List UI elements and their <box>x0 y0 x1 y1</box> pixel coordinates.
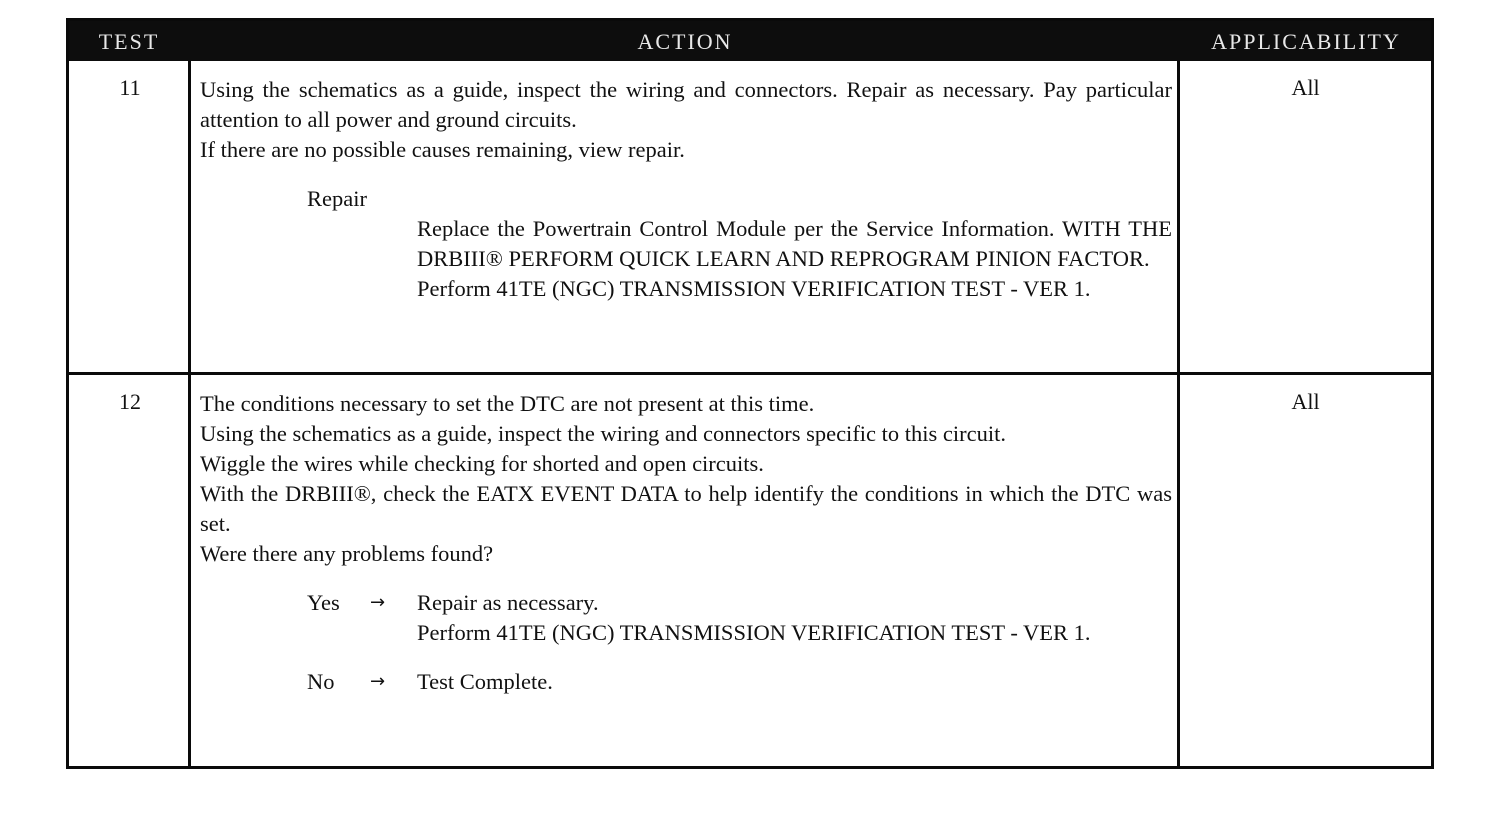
table-row <box>69 61 1431 372</box>
action-text: Using the schematics as a guide, inspect the wiring and connectors specific to this circuit. <box>200 421 1007 446</box>
header-test: TEST <box>98 29 160 54</box>
header-applicability: APPLICABILITY <box>1211 29 1401 54</box>
response-text: Repair as necessary. <box>417 590 599 615</box>
response-label: Yes <box>307 590 340 615</box>
response-instructions <box>417 214 1172 304</box>
applicability-value: All <box>1291 389 1320 414</box>
applicability-value: All <box>1291 75 1320 100</box>
response-label: Repair <box>307 186 367 211</box>
diagnostic-test-table <box>66 18 1434 769</box>
arrow-icon: → <box>370 671 386 692</box>
arrow-icon: → <box>370 592 386 613</box>
action-text: If there are no possible causes remaining, view repair. <box>200 137 685 162</box>
action-text: Were there any problems found? <box>200 541 494 566</box>
response-text: Test Complete. <box>417 669 553 694</box>
action-cell <box>200 75 1172 304</box>
test-number: 11 <box>119 75 141 100</box>
header-action: ACTION <box>637 29 733 54</box>
response-text: Perform 41TE (NGC) TRANSMISSION VERIFICATION TEST - VER 1. <box>417 620 1091 645</box>
action-cell <box>200 389 1172 697</box>
table-row <box>69 375 1431 769</box>
response-repair <box>200 184 1172 214</box>
response-yes <box>200 588 1172 618</box>
table-header <box>69 21 1431 61</box>
response-no <box>200 667 1172 697</box>
response-text: Perform 41TE (NGC) TRANSMISSION VERIFICATION TEST - VER 1. <box>417 276 1091 301</box>
action-text: The conditions necessary to set the DTC are not present at this time. <box>200 391 815 416</box>
response-text: Replace the Powertrain Control Module per the Service Information. WITH THE DRBIII® PERFORM QUICK LEARN AND REPROGRAM PINION FACTOR. <box>417 216 1172 271</box>
response-label: No <box>307 669 335 694</box>
test-number: 12 <box>119 389 141 414</box>
action-text: Using the schematics as a guide, inspect the wiring and connectors. Repair as necessary. Pay particular attention to all power and ground circuits. <box>200 77 1172 132</box>
action-text: Wiggle the wires while checking for shorted and open circuits. <box>200 451 764 476</box>
action-text: With the DRBIII®, check the EATX EVENT DATA to help identify the conditions in which the DTC was set. <box>200 481 1172 536</box>
